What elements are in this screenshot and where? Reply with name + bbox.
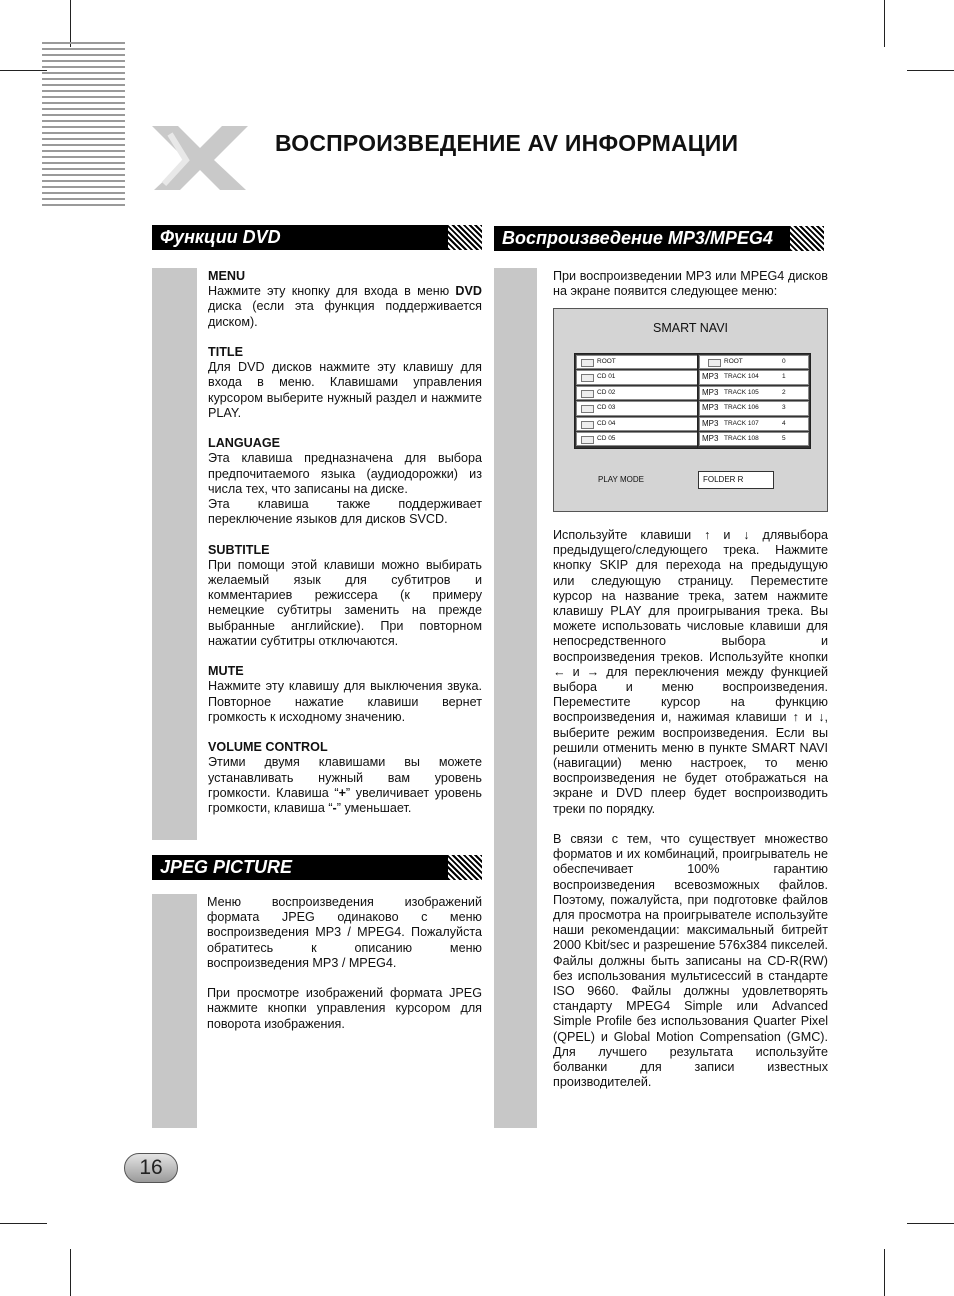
folder-item[interactable]: ROOT (576, 355, 710, 369)
subtitle-description: При помощи этой клавиши можно выбирать желаемый язык для субтитров и комментариев режиссера (к примеру немецкие субтитры заменить на прежде выбранные английские). При повторном нажатии субтитры отключаются. (208, 557, 482, 648)
crop-mark (884, 0, 885, 47)
decorative-stripes (42, 42, 125, 210)
arrow-up-icon: ↑ (704, 528, 711, 542)
track-list (697, 353, 811, 449)
section-header-mp3 (494, 226, 824, 251)
title-description: Для DVD дисков нажмите эту клавишу для входа в меню. Клавишами управления курсором выберите нужный раздел и нажмите PLAY. (208, 360, 482, 420)
folder-item[interactable]: CD 01 (576, 370, 710, 384)
crop-mark (0, 1223, 47, 1224)
header-halftone (448, 855, 482, 880)
folder-icon (581, 390, 594, 398)
section-title: Функции DVD (160, 227, 281, 247)
folder-icon (581, 359, 594, 367)
navigation-instructions: Используйте клавиши ↑ и ↓ длявыбора предыдущего/следующего трека. Нажмите кнопку SKIP для перехода на предыдущую или следующую страницу. Переместите курсор на название трека, затем нажмите клавишу PLAY для проигрывания трека. Вы можете использовать числовые клавиши для непосредственного выбора и воспроизведения треков. Используйте кнопки ← и → для переключения между функцией выбора и меню воспроизведения. Переместите курсор на функцию воспроизведения и, нажимая клавиши ↑ и ↓, выберите режим воспроизведения. Если вы решили отменить меню в пункте SMART NAVI (навигации) меню настроек, то меню воспроизведения не будет отображаться на экране и DVD плеер будет воспроизводить треки по порядку. (553, 528, 828, 816)
crop-mark (0, 70, 47, 71)
gray-margin-bar (152, 894, 197, 1128)
brand-logo-x (150, 124, 250, 192)
arrow-down-icon: ↓ (743, 528, 750, 542)
play-mode-label: PLAY MODE (598, 475, 644, 484)
folder-item[interactable]: CD 04 (576, 417, 710, 431)
header-halftone (790, 226, 824, 251)
track-item[interactable]: MP3 TRACK 105 2 (699, 386, 809, 400)
arrow-left-icon: ← (553, 664, 566, 679)
smart-navi-screen (553, 308, 828, 512)
section-title: JPEG PICTURE (160, 857, 293, 877)
track-item[interactable]: MP3 TRACK 106 3 (699, 401, 809, 415)
folder-item[interactable]: CD 02 (576, 386, 710, 400)
crop-mark (907, 1223, 954, 1224)
folder-icon (581, 374, 594, 382)
page-title: ВОСПРОИЗВЕДЕНИЕ AV ИНФОРМАЦИИ (275, 130, 739, 156)
gray-margin-bar (152, 268, 197, 840)
volume-description: Этими двумя клавишами вы можете устанавливать нужный вам уровень громкости. Клавиша “+” увеличивает уровень громкости, клавиша “-” уменьшает. (208, 755, 482, 816)
arrow-right-icon: → (586, 664, 600, 679)
crop-mark (70, 1249, 71, 1296)
menu-heading: MENU (208, 269, 246, 283)
jpeg-text (207, 895, 482, 1047)
dvd-functions-text (208, 269, 482, 831)
language-description-2: Эта клавиша также поддерживает переключение языков для дисков SVCD. (208, 497, 482, 527)
section-header-jpeg (152, 855, 482, 880)
arrow-up-icon: ↑ (792, 710, 799, 725)
arrow-down-icon: ↓ (818, 710, 825, 725)
folder-icon (581, 405, 594, 413)
jpeg-rotation-note: При просмотре изображений формата JPEG нажмите кнопки управления курсором для поворота изображения. (207, 986, 482, 1031)
menu-description: Нажмите эту кнопку для входа в меню DVD диска (если эта функция поддерживается диском). (208, 284, 482, 329)
language-description: Эта клавиша предназначена для выбора предпочитаемого языка (аудиодорожки) из числа тех, что записаны на диске. (208, 451, 482, 496)
mute-description: Нажмите эту клавишу для выключения звука. Повторное нажатие клавиши вернет громкость к исходному значению. (208, 679, 482, 724)
language-heading: LANGUAGE (208, 436, 281, 451)
crop-mark (884, 1249, 885, 1296)
section-header-dvd (152, 225, 482, 250)
track-item[interactable]: MP3 TRACK 108 5 (699, 432, 809, 446)
track-item[interactable]: MP3 TRACK 104 1 (699, 370, 809, 384)
format-recommendations: В связи с тем, что существует множество форматов и их комбинаций, проигрыватель не обеспечивает 100% гарантию воспроизведения всевозможных файлов. Поэтому, пожалуйста, при подготовке файлов для просмотра на проигрывателе используйте наши рекомендации: максимальный битрейт 2000 Kbit/sec и разрешение 576x384 пикселей. Файлы должны быть записаны на CD-R(RW) без использования мультисессий в стандарте ISO 9660. Файлы должны удовлетворять стандарту MPEG4 Simple или Advanced Simple Profile без использования Quarter Pixel (QPEL) и Global Motion Compensation (GMC). Для лучшего результата используйте болванки для записи известных производителей. (553, 832, 828, 1090)
mp3-instructions (553, 528, 828, 1106)
mute-heading: MUTE (208, 664, 244, 679)
gray-margin-bar (494, 268, 537, 1128)
subtitle-heading: SUBTITLE (208, 542, 270, 557)
page-number: 16 (124, 1153, 178, 1183)
mp3-intro-text: При воспроизведении MP3 или MPEG4 дисков на экране появится следующее меню: (553, 269, 828, 299)
header-halftone (448, 225, 482, 250)
folder-icon (708, 359, 721, 367)
folder-icon (581, 436, 594, 444)
track-item[interactable]: MP3 TRACK 107 4 (699, 417, 809, 431)
play-mode-select[interactable]: FOLDER R (698, 471, 774, 489)
track-root-item[interactable]: ROOT 0 (699, 355, 809, 369)
folder-list (574, 353, 712, 449)
title-heading: TITLE (208, 345, 243, 359)
folder-item[interactable]: CD 05 (576, 432, 710, 446)
folder-icon (581, 421, 594, 429)
crop-mark (70, 0, 71, 47)
smart-navi-title: SMART NAVI (652, 321, 729, 335)
folder-item[interactable]: CD 03 (576, 401, 710, 415)
crop-mark (907, 70, 954, 71)
section-title: Воспроизведение MP3/MPEG4 (502, 228, 773, 248)
jpeg-description: Меню воспроизведения изображений формата JPEG одинаково с меню воспроизведения MP3 / MPEG4. Пожалуйста обратитесь к описанию меню воспроизведения MP3 / MPEG4. (207, 895, 482, 970)
volume-heading: VOLUME CONTROL (208, 740, 328, 755)
